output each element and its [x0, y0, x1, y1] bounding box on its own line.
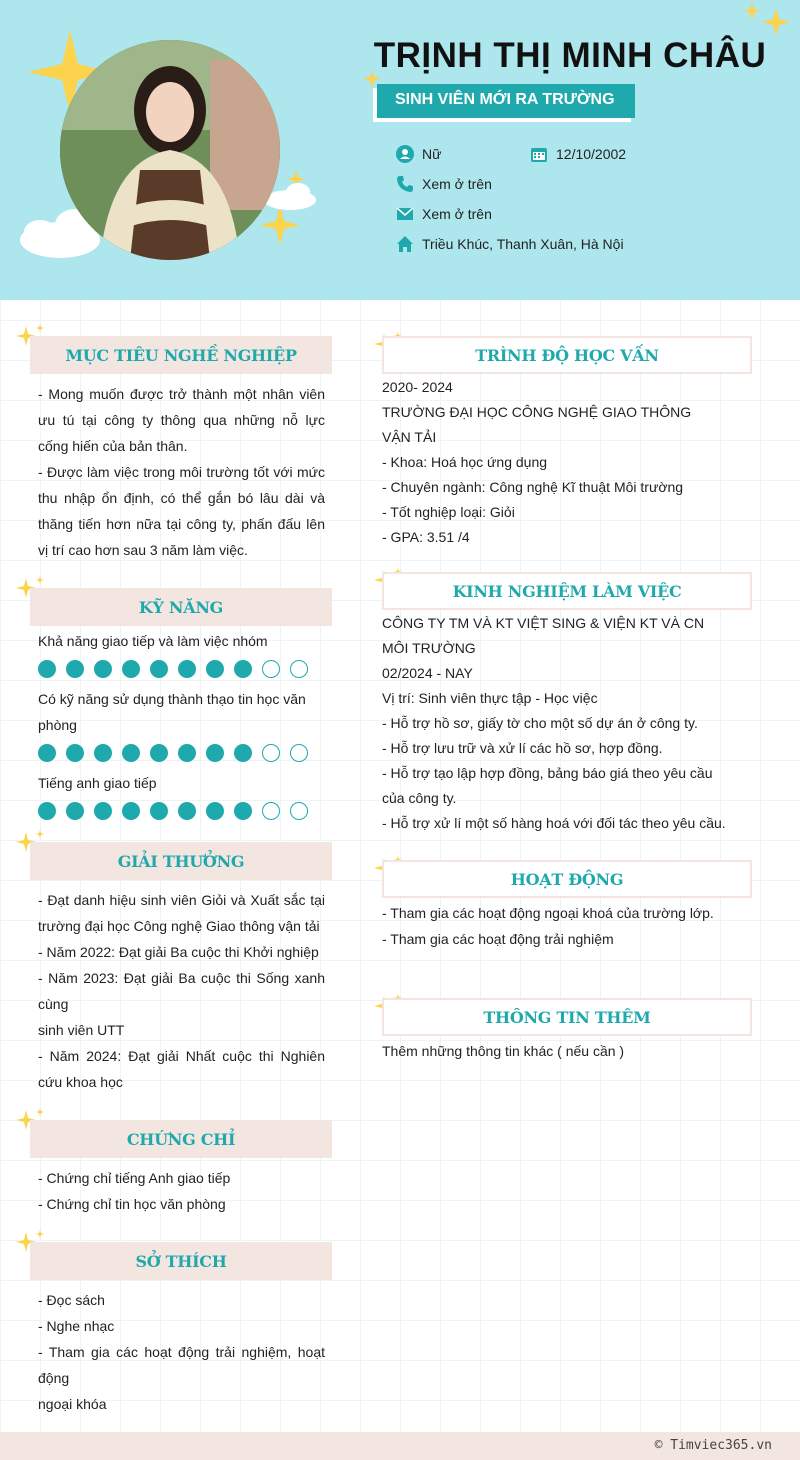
phone-info	[396, 175, 492, 193]
rating-dot-filled	[206, 802, 224, 820]
objective-line: - Được làm việc trong môi trường tốt với mức thu nhập ổn định, có thể gắn bó lâu dài và thăng tiến hơn nữa tại công ty, phấn đấu lên vị trí cao hơn sau 3 năm làm việc.	[38, 464, 325, 558]
certificate-line: - Chứng chỉ tin học văn phòng	[38, 1196, 226, 1212]
email-info	[396, 205, 492, 223]
activity-line: - Tham gia các hoạt động trải nghiệm	[382, 931, 614, 947]
skills-heading: KỸ NĂNG	[30, 588, 332, 626]
rating-dot-filled	[178, 660, 196, 678]
rating-dot-empty	[262, 660, 280, 678]
award-line: - Năm 2024: Đạt giải Nhất cuộc thi Nghiên cứu khoa học	[38, 1048, 325, 1090]
rating-dot-filled	[150, 802, 168, 820]
certificates-heading: CHỨNG CHỈ	[30, 1120, 332, 1158]
education-content	[382, 375, 742, 550]
experience-line: - Hỗ trợ xử lí một số hàng hoá với đối tác theo yêu cầu.	[382, 815, 726, 831]
skill-name: Có kỹ năng sử dụng thành thạo tin học văn phòng	[38, 691, 306, 733]
hobbies-heading: SỞ THÍCH	[30, 1242, 332, 1280]
education-heading: TRÌNH ĐỘ HỌC VẤN	[382, 336, 752, 374]
rating-dot-filled	[66, 802, 84, 820]
footer	[0, 1432, 800, 1460]
address-info	[396, 235, 624, 253]
education-line: - GPA: 3.51 /4	[382, 529, 470, 545]
objective-line: - Mong muốn được trở thành một nhân viên ưu tú tại công ty thông qua những nỗ lực cống hiến của bản thân.	[38, 386, 325, 454]
more-info-content	[382, 1038, 742, 1064]
certificates-content	[38, 1165, 325, 1217]
candidate-name: TRỊNH THỊ MINH CHÂU	[373, 36, 767, 75]
award-line: - Năm 2023: Đạt giải Ba cuộc thi Sống xanh cùng	[38, 970, 325, 1012]
calendar-icon	[530, 145, 548, 163]
rating-dot-filled	[150, 744, 168, 762]
rating-dot-filled	[94, 802, 112, 820]
address-value: Triều Khúc, Thanh Xuân, Hà Nội	[422, 236, 624, 252]
objective-content	[38, 381, 325, 563]
award-line: - Năm 2022: Đạt giải Ba cuộc thi Khởi nghiệp	[38, 944, 319, 960]
home-icon	[396, 235, 414, 253]
rating-dot-filled	[206, 744, 224, 762]
education-line: - Khoa: Hoá học ứng dụng	[382, 454, 548, 470]
birthday-info	[530, 145, 626, 163]
skills-list	[38, 628, 325, 828]
rating-dot-filled	[122, 802, 140, 820]
rating-dot-filled	[38, 660, 56, 678]
experience-heading: KINH NGHIỆM LÀM VIỆC	[382, 572, 752, 610]
mail-icon	[396, 205, 414, 223]
education-line: - Tốt nghiệp loại: Giỏi	[382, 504, 515, 520]
activities-heading: HOẠT ĐỘNG	[382, 860, 752, 898]
hobby-line: - Tham gia các hoạt động trải nghiệm, hoạt động	[38, 1344, 325, 1386]
rating-dot-filled	[150, 660, 168, 678]
awards-content	[38, 887, 325, 1095]
experience-line: - Hỗ trợ tạo lập hợp đồng, bảng báo giá theo yêu cầu của công ty.	[382, 765, 713, 806]
experience-content	[382, 611, 742, 836]
awards-heading: GIẢI THƯỞNG	[30, 842, 332, 880]
education-line: - Chuyên ngành: Công nghệ Kĩ thuật Môi trường	[382, 479, 684, 495]
rating-dot-filled	[178, 744, 196, 762]
rating-dot-filled	[122, 660, 140, 678]
hobbies-content	[38, 1287, 325, 1417]
rating-dot-filled	[178, 802, 196, 820]
gender-value: Nữ	[422, 146, 442, 162]
hobby-line: ngoại khóa	[38, 1396, 107, 1412]
skill-name: Khả năng giao tiếp và làm việc nhóm	[38, 633, 268, 649]
phone-icon	[396, 175, 414, 193]
job-title: SINH VIÊN MỚI RA TRƯỜNG	[395, 91, 615, 108]
rating-dot-empty	[290, 660, 308, 678]
rating-dot-empty	[290, 802, 308, 820]
skill-rating	[38, 744, 325, 762]
rating-dot-empty	[290, 744, 308, 762]
rating-dot-filled	[206, 660, 224, 678]
rating-dot-filled	[38, 802, 56, 820]
rating-dot-empty	[262, 744, 280, 762]
email-value: Xem ở trên	[422, 206, 492, 222]
avatar	[60, 40, 280, 260]
experience-line: CÔNG TY TM VÀ KT VIỆT SING & VIỆN KT VÀ CN MÔI TRƯỜNG	[382, 615, 705, 656]
rating-dot-filled	[94, 660, 112, 678]
rating-dot-filled	[94, 744, 112, 762]
objective-heading: MỤC TIÊU NGHỀ NGHIỆP	[30, 336, 332, 374]
more-info-heading: THÔNG TIN THÊM	[382, 998, 752, 1036]
skill-rating	[38, 660, 325, 678]
phone-value: Xem ở trên	[422, 176, 492, 192]
activity-line: - Tham gia các hoạt động ngoại khoá của trường lớp.	[382, 905, 714, 921]
rating-dot-filled	[122, 744, 140, 762]
activities-content	[382, 900, 742, 952]
education-line: TRƯỜNG ĐẠI HỌC CÔNG NGHỆ GIAO THÔNG VẬN TẢI	[382, 404, 692, 445]
experience-line: - Hỗ trợ hồ sơ, giấy tờ cho một số dự án ở công ty.	[382, 715, 698, 731]
rating-dot-filled	[66, 660, 84, 678]
experience-line: 02/2024 - NAY	[382, 665, 473, 681]
user-icon	[396, 145, 414, 163]
rating-dot-filled	[66, 744, 84, 762]
rating-dot-filled	[38, 744, 56, 762]
more-info-line: Thêm những thông tin khác ( nếu cần )	[382, 1043, 625, 1059]
certificate-line: - Chứng chỉ tiếng Anh giao tiếp	[38, 1170, 231, 1186]
birthday-value: 12/10/2002	[556, 146, 627, 162]
skill-rating	[38, 802, 325, 820]
profile-photo	[60, 40, 280, 260]
gender-info	[396, 145, 441, 163]
rating-dot-filled	[234, 660, 252, 678]
education-line: 2020- 2024	[382, 379, 453, 395]
hobby-line: - Đọc sách	[38, 1292, 105, 1308]
hobby-line: - Nghe nhạc	[38, 1318, 115, 1334]
rating-dot-empty	[262, 802, 280, 820]
experience-line: - Hỗ trợ lưu trữ và xử lí các hồ sơ, hợp đồng.	[382, 740, 663, 756]
experience-line: Vị trí: Sinh viên thực tập - Học việc	[382, 690, 598, 706]
footer-credit: © Timviec365.vn	[654, 1438, 772, 1453]
skill-name: Tiếng anh giao tiếp	[38, 775, 157, 791]
award-line: sinh viên UTT	[38, 1022, 125, 1038]
rating-dot-filled	[234, 802, 252, 820]
award-line: - Đạt danh hiệu sinh viên Giỏi và Xuất sắc tại trường đại học Công nghệ Giao thông vận tải	[38, 892, 325, 934]
rating-dot-filled	[234, 744, 252, 762]
